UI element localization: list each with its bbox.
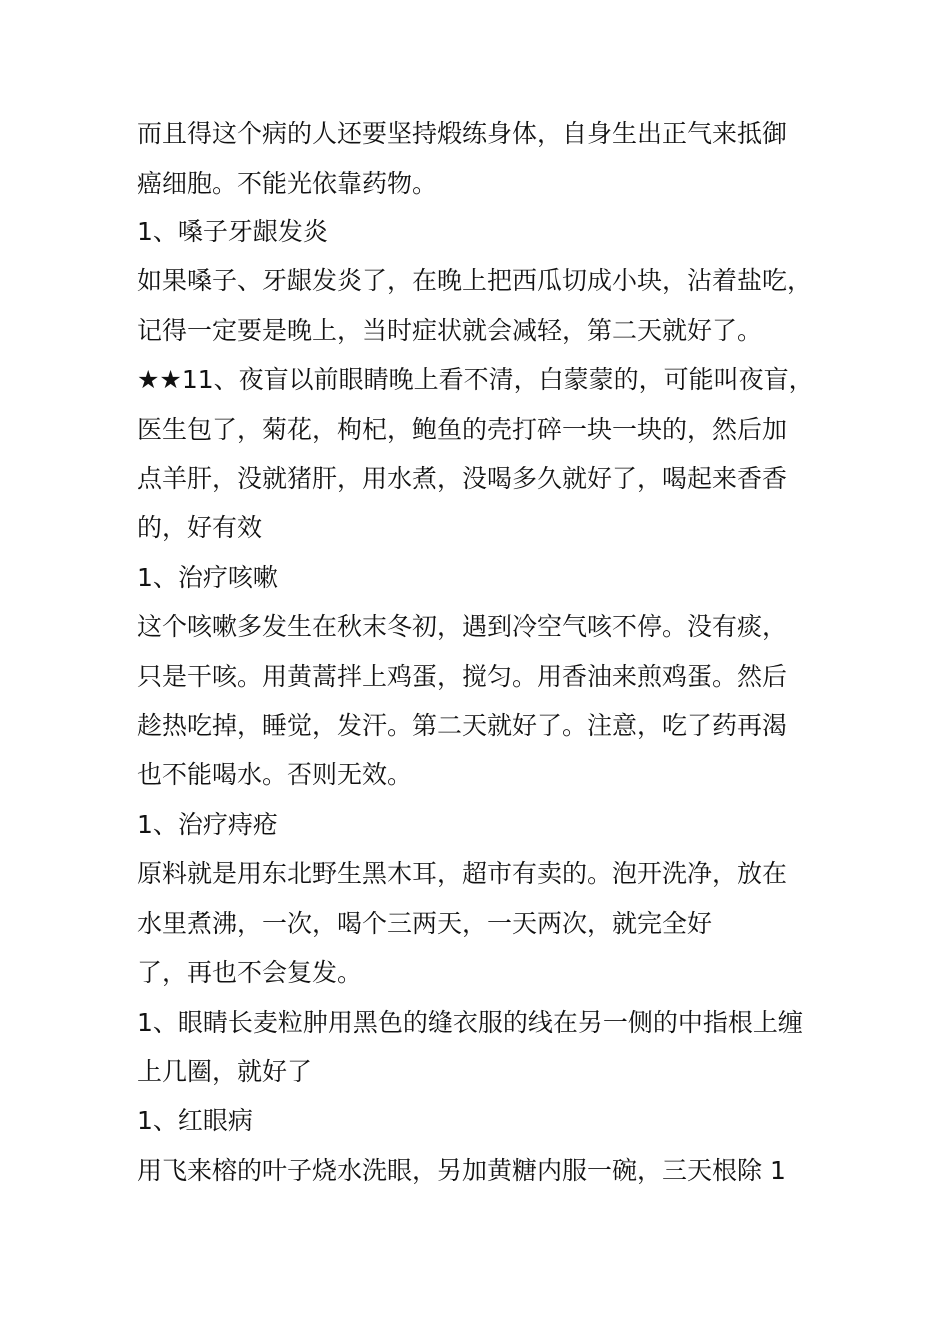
text-line: 原料就是用东北野生黑木耳，超市有卖的。泡开洗净，放在 <box>137 859 788 888</box>
text-line: 这个咳嗽多发生在秋末冬初，遇到冷空气咳不停。没有痰， <box>137 612 788 641</box>
text-line: 趁热吃掉，睡觉，发汗。第二天就好了。注意，吃了药再渴 <box>137 711 788 740</box>
text-line: 的，好有效 <box>137 513 263 542</box>
text-line: 水里煮沸，一次，喝个三两天，一天两次，就完全好 <box>137 909 713 938</box>
text-line: 只是干咳。用黄蒿拌上鸡蛋，搅匀。用香油来煎鸡蛋。然后 <box>137 662 788 691</box>
text-line: 点羊肝，没就猪肝，用水煮，没喝多久就好了，喝起来香香 <box>137 464 788 493</box>
text-line: 记得一定要是晚上，当时症状就会减轻，第二天就好了。 <box>137 316 763 345</box>
text-line: ★★11、夜盲以前眼睛晚上看不清，白蒙蒙的，可能叫夜盲， <box>137 365 814 394</box>
text-line: 癌细胞。不能光依靠药物。 <box>137 169 438 198</box>
section-heading: 1、红眼病 <box>137 1106 253 1135</box>
section-heading: 1、嗓子牙龈发炎 <box>137 217 328 246</box>
text-line: 医生包了，菊花，枸杞，鲍鱼的壳打碎一块一块的，然后加 <box>137 415 788 444</box>
text-line: 而且得这个病的人还要坚持煅练身体，自身生出正气来抵御 <box>137 119 788 148</box>
text-line: 如果嗓子、牙龈发炎了，在晚上把西瓜切成小块，沾着盐吃， <box>137 266 813 295</box>
section-heading: 1、治疗咳嗽 <box>137 563 278 592</box>
text-line: 了，再也不会复发。 <box>137 958 363 987</box>
section-heading: 1、治疗痔疮 <box>137 810 278 839</box>
text-line: 用飞来榕的叶子烧水洗眼，另加黄糖内服一碗，三天根除 1 <box>137 1156 786 1185</box>
text-line: 也不能喝水。否则无效。 <box>137 760 413 789</box>
text-line: 1、眼睛长麦粒肿用黑色的缝衣服的线在另一侧的中指根上缠 <box>137 1008 803 1037</box>
text-line: 上几圈，就好了 <box>137 1057 313 1086</box>
